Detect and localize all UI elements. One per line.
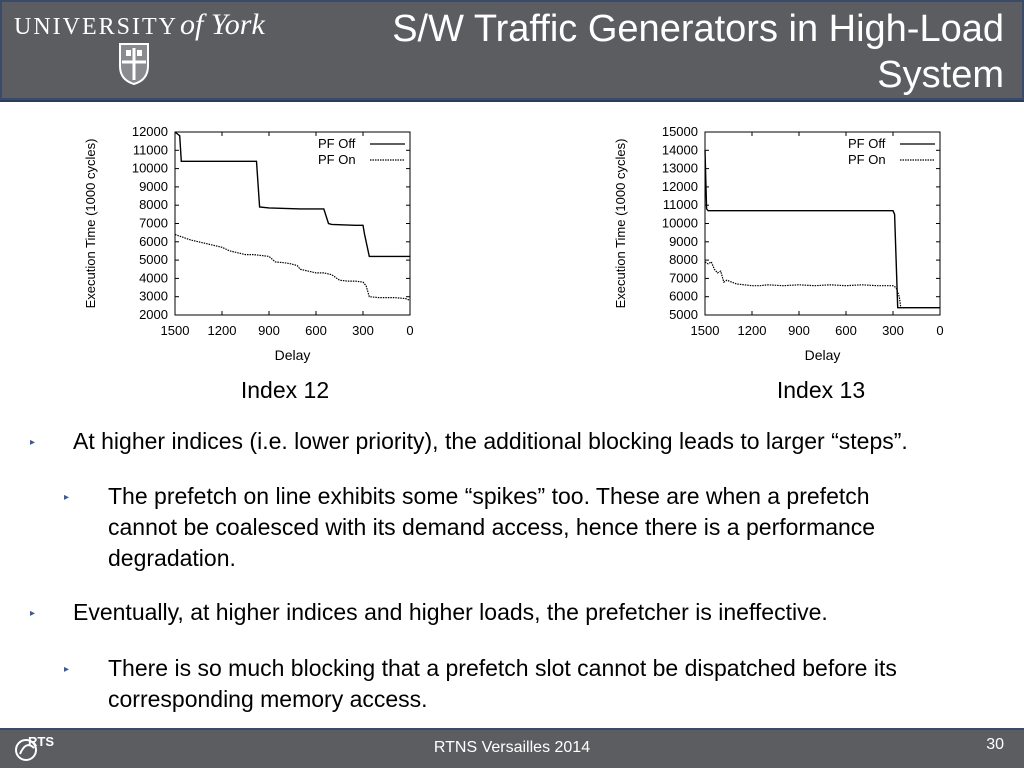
y-tick-label: 9000 [669,233,698,249]
y-axis-label: Execution Time (1000 cycles) [83,138,98,309]
x-tick-label: 0 [936,323,944,338]
legend-label: PF On [848,152,886,167]
plot-area [705,132,940,315]
bullet-text-line: degradation. [108,545,236,571]
x-tick-label: 1500 [690,323,720,338]
chart-caption-right: Index 13 [776,377,866,403]
y-tick-label: 5000 [139,252,168,268]
x-tick-label: 600 [835,323,857,338]
crest-icon [118,42,150,86]
y-tick-label: 14000 [661,142,698,158]
y-tick-label: 5000 [669,307,698,322]
logo-script-text: of York [180,8,265,41]
y-tick-label: 7000 [139,215,168,231]
title-line-1: S/W Traffic Generators in High-Load [392,8,1004,50]
chart-index-12 [70,110,430,372]
x-tick-label: 1500 [160,323,190,338]
y-tick-label: 10000 [661,215,698,231]
bullet-text-line: The prefetch on line exhibits some “spikes” too. These are when a prefetch [108,483,870,509]
x-tick-label: 300 [352,323,374,338]
bullet-item-2 [64,481,876,574]
x-tick-label: 600 [305,323,327,338]
legend-label: PF Off [318,136,356,151]
x-tick-label: 300 [882,323,904,338]
y-tick-label: 4000 [139,270,168,286]
rts-logo-text: RTS [28,734,54,749]
conference-name: RTNS Versailles 2014 [433,739,591,756]
bullet-text-line: There is so much blocking that a prefetch slot cannot be dispatched before its [108,655,897,681]
bullet-marker-icon: ▸ [64,492,70,503]
y-tick-label: 10000 [131,160,168,176]
bullet-marker-icon: ▸ [30,608,36,619]
x-axis-label: Delay [274,347,311,363]
y-tick-label: 2000 [139,307,168,322]
plot-area [175,132,410,315]
bullet-text: At higher indices (i.e. lower priority), the additional blocking leads to larger “steps”. [73,428,908,454]
x-tick-label: 900 [258,323,280,338]
y-tick-label: 8000 [139,197,168,213]
y-tick-label: 12000 [131,124,168,139]
bullet-text-line: cannot be coalesced with its demand access, hence there is a performance [108,514,876,540]
logo-main-text: UNIVERSITY [14,14,178,40]
x-tick-label: 1200 [737,323,767,338]
bullet-item-1 [30,426,908,457]
y-tick-label: 12000 [661,178,698,194]
title-line-2: System [877,54,1004,96]
bullet-marker-icon: ▸ [30,437,36,448]
y-tick-label: 7000 [669,270,698,286]
y-tick-label: 15000 [661,124,698,139]
x-tick-label: 900 [788,323,810,338]
x-tick-label: 1200 [207,323,237,338]
bullet-marker-icon: ▸ [64,664,70,675]
university-logo [14,8,265,42]
y-tick-label: 9000 [139,178,168,194]
legend-label: PF On [318,152,356,167]
y-tick-label: 3000 [139,288,168,304]
y-tick-label: 8000 [669,252,698,268]
y-tick-label: 11000 [132,142,168,158]
slide-footer [0,728,1024,768]
slide-header [0,0,1024,102]
bullet-item-3 [30,597,828,628]
y-tick-label: 11000 [662,197,698,213]
y-tick-label: 6000 [669,288,698,304]
legend-label: PF Off [848,136,886,151]
y-tick-label: 6000 [139,233,168,249]
chart-index-13 [600,110,960,372]
y-axis-label: Execution Time (1000 cycles) [613,138,628,309]
bullet-item-4 [64,653,897,715]
x-axis-label: Delay [804,347,841,363]
bullet-text-line: corresponding memory access. [108,686,428,712]
y-tick-label: 13000 [661,160,698,176]
bullet-text: Eventually, at higher indices and higher loads, the prefetcher is ineffective. [73,599,828,625]
slide-title [304,6,1004,98]
x-tick-label: 0 [406,323,414,338]
page-number: 30 [986,736,1004,753]
chart-caption-left: Index 12 [240,377,330,403]
